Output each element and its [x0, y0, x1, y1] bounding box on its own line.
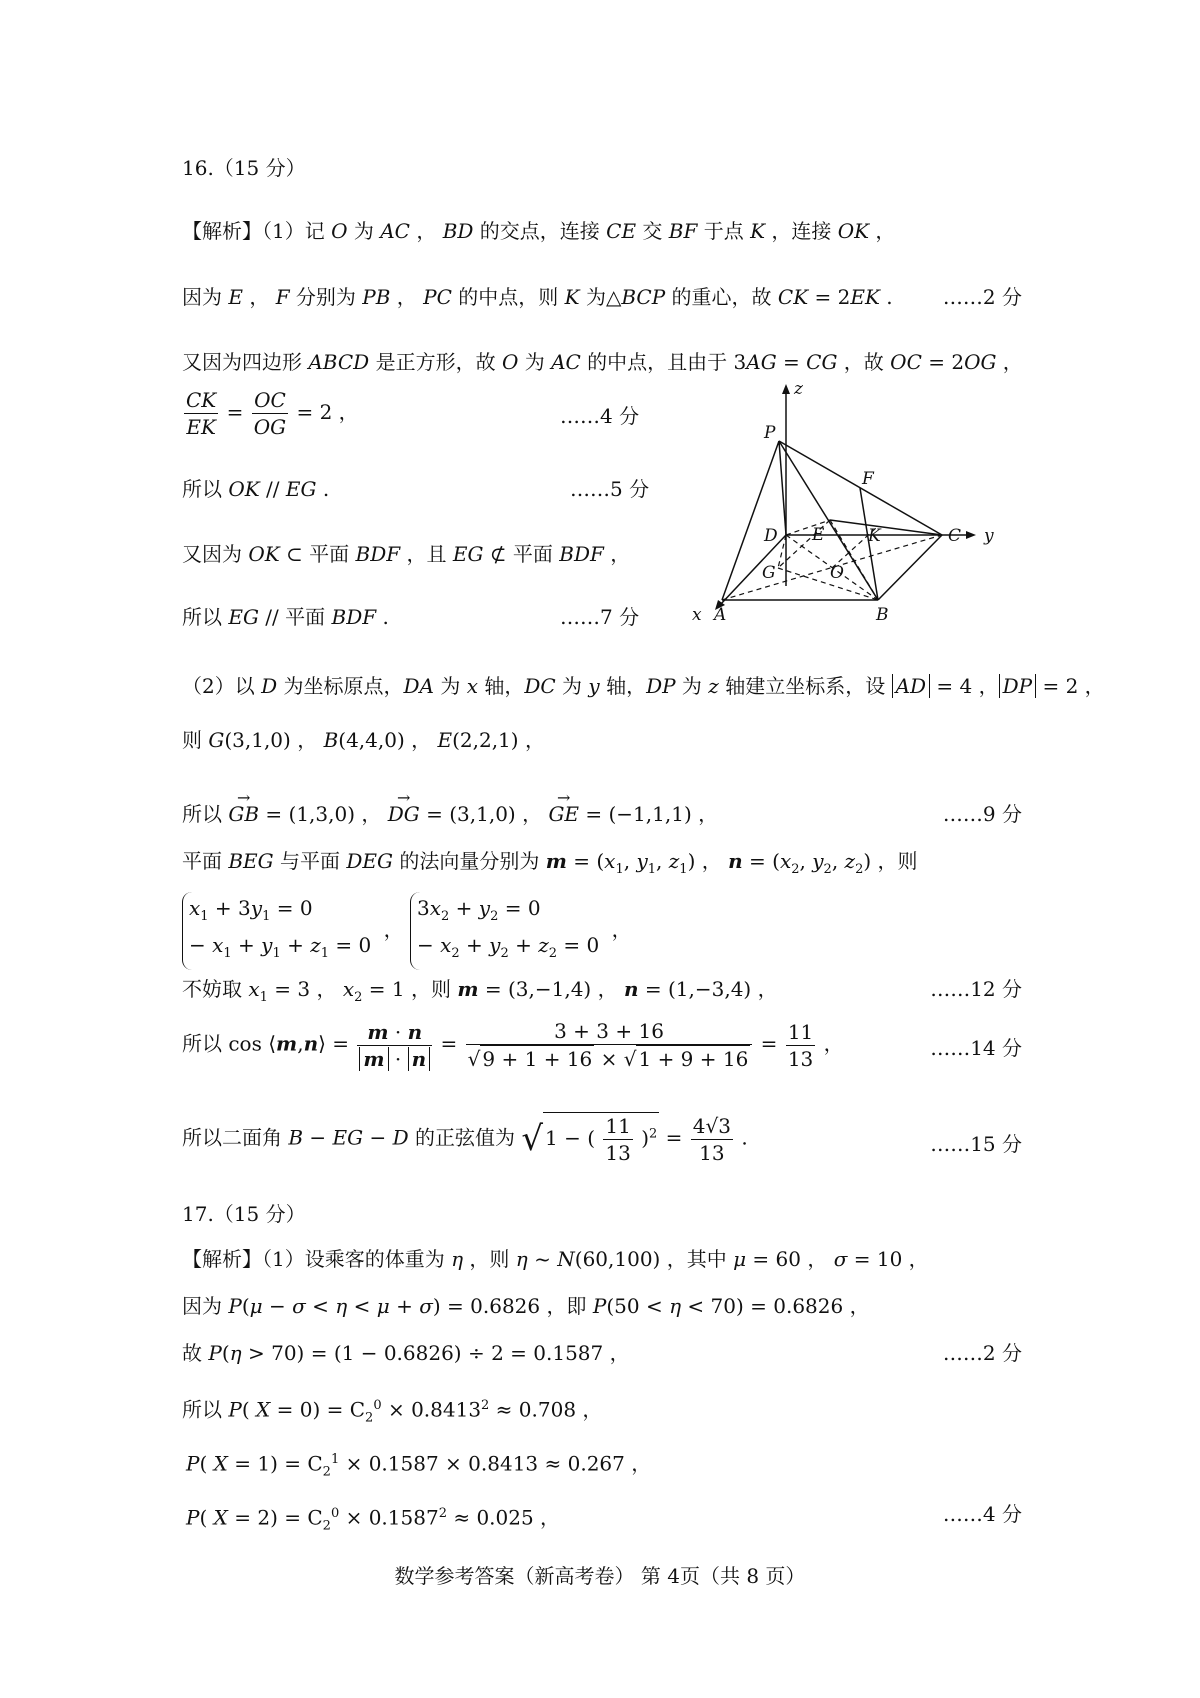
- vertex-label-a: A: [714, 605, 727, 625]
- q16-line-14: 所以 cos ⟨m,n⟩ = $\frac{m \cdot n}{m \cdot n}$ = $\frac{3 + 3 + 16}{√ 9 + 1 + 16 \times √ 1 + 9 + 16}$ = $\frac{11}{13}$ ，: [182, 1019, 844, 1071]
- q16-line-5: 所以 OK // EG .: [182, 477, 330, 501]
- q17-line-4: 所以 P( $X = 0) = C_2^0 \times 0.8413^2 \approx 0.708$ ，: [182, 1397, 603, 1426]
- q16-line-1: 【解析】（1）记 O 为 AC ， BD 的交点，连接 CE 交 BF 于点 K ，连接 OK ，: [182, 219, 896, 243]
- q17-heading: 17.（15 分）: [182, 1202, 306, 1226]
- q16-heading: 16.（15 分）: [182, 156, 306, 180]
- vertex-label-d: D: [764, 526, 778, 546]
- q17-line-2: 因为 P(μ − σ < η < μ + σ) = 0.6826 ，即 P(50 < η < 70) = 0.6826 ，: [182, 1294, 870, 1318]
- pyramid-figure: [680, 380, 1010, 630]
- axis-label-y: y: [984, 526, 994, 546]
- point-label-e: E: [812, 525, 825, 545]
- point-label-g: G: [762, 563, 776, 583]
- vertex-label-b: B: [876, 605, 889, 625]
- q17-line-6: P( $X = 2) = C_2^0 \times 0.1587^2 \approx 0.025$ ，: [186, 1505, 561, 1534]
- q16-line-9: 则 G(3,1,0) ， B(4,4,0) ， E(2,2,1) ，: [182, 728, 545, 752]
- vertex-label-c: C: [948, 526, 962, 546]
- q16-line-3: 又因为四边形 ABCD 是正方形，故 O 为 AC 的中点，且由于 3AG = CG ，故 OC = 2OG ，: [182, 350, 1023, 374]
- point-label-k: K: [868, 526, 881, 546]
- q16-line-7: 所以 EG // 平面 BDF .: [182, 605, 389, 629]
- q16-line-11: 平面 BEG 与平面 DEG 的法向量分别为 $m = (x_1$, $y_1$, $z_1$) ， $n = (x_2$, $y_2$, $z_2$) ，则: [182, 849, 918, 877]
- score-mark-12: ……12 分: [930, 977, 1022, 1001]
- q16-line-15: 所以二面角 B − EG − D 的正弦值为 √ 1 − ( $\frac{11}{13}$ )$^2$ = $\frac{4√3}{13}$ .: [182, 1113, 748, 1165]
- q16-line-6: 又因为 OK ⊂ 平面 BDF ，且 EG ⊄ 平面 BDF ，: [182, 542, 631, 566]
- score-mark-2: ……2 分: [942, 285, 1022, 309]
- q17-line-5: P( $X = 1) = C_2^1 \times 0.1587 \times 0.8413 \approx 0.267$ ，: [186, 1451, 652, 1480]
- score-mark-17-4: ……4 分: [942, 1502, 1022, 1526]
- point-label-o: O: [830, 563, 844, 583]
- score-mark-15: ……15 分: [930, 1132, 1022, 1156]
- vertex-label-p: P: [764, 423, 776, 443]
- q16-line-13: 不妨取 $x_1 = 3$ ， $x_2 = 1$ ，则 m = (3,−1,4) ， n = (1,−3,4) ，: [182, 977, 778, 1005]
- q16-line-2: 因为 E ， F 分别为 PB ， PC 的中点，则 K 为△BCP 的重心，故 CK = 2EK .: [182, 285, 893, 309]
- score-mark-17-2: ……2 分: [942, 1341, 1022, 1365]
- q16-line-10: 所以 → GB = (1,3,0) ， → DG = (3,1,0) ， → GE = (−1,1,1) ，: [182, 800, 718, 828]
- q16-line-12: $x_1 + 3y_1 = 0$ − $x_1 + y_1 + z_1 = 0$ ， $3x_2 + y_2 = 0$ − $x_2 + y_2 + z_2 = 0$ ，: [182, 892, 632, 970]
- score-mark-9: ……9 分: [942, 802, 1022, 826]
- score-mark-14: ……14 分: [930, 1036, 1022, 1060]
- axis-label-x: x: [692, 605, 702, 625]
- point-label-f: F: [862, 469, 874, 489]
- axis-label-z: z: [794, 380, 803, 399]
- q16-line-8: （2）以 D 为坐标原点，DA 为 x 轴，DC 为 y 轴，DP 为 z 轴建立坐标系，设 AD = 4 ， DP = 2 ，: [182, 674, 1105, 698]
- q16-line-4: $\frac{CK}{EK}$ = $\frac{OC}{OG}$ = 2 ，: [186, 388, 359, 439]
- score-mark-7: ……7 分: [560, 605, 640, 629]
- q17-line-3: 故 P(η > 70) = (1 − 0.6826) ÷ 2 = 0.1587 ，: [182, 1341, 630, 1365]
- q17-line-1: 【解析】（1）设乘客的体重为 η ，则 η ~ N(60,100) ，其中 μ = 60 ， σ = 10 ，: [182, 1247, 929, 1271]
- score-mark-5: ……5 分: [570, 477, 650, 501]
- score-mark-4: ……4 分: [560, 404, 640, 428]
- page-footer: 数学参考答案（新高考卷） 第 4页（共 8 页）: [394, 1564, 806, 1588]
